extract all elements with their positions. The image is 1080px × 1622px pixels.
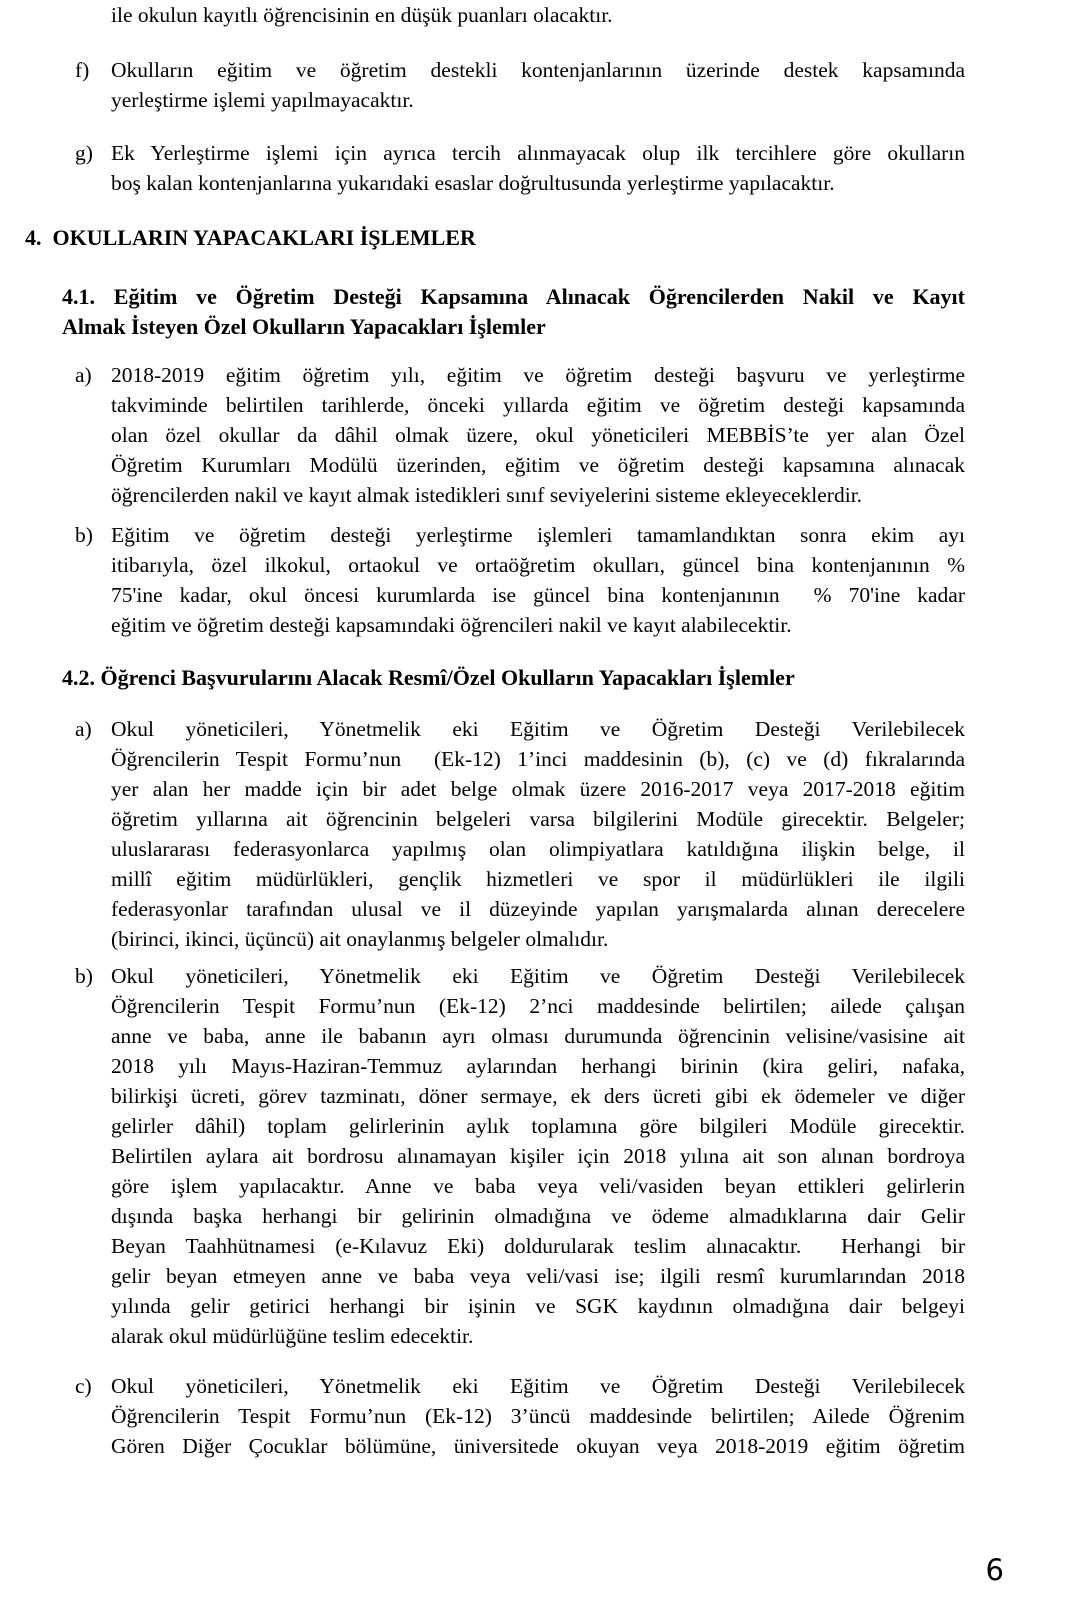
text-line: Öğrencilerin Tespit Formu’nun (Ek-12) 1’inci maddesinin (b), (c) ve (d) fıkralarında [111, 747, 965, 771]
list-marker: b) [75, 964, 93, 988]
subsection-title-line: Almak İsteyen Özel Okulların Yapacakları İşlemler [62, 314, 546, 339]
text-line: anne ve baba, anne ile babanın ayrı olması durumunda öğrencinin velisine/vasisine ait [111, 1024, 965, 1048]
text-line: federasyonlar tarafından ulusal ve il düzeyinde yapılan yarışmalarda alınan derecelere [111, 897, 965, 921]
text-line: Beyan Taahhütnamesi (e-Kılavuz Eki) doldurularak teslim alınacaktır. Herhangi bir [111, 1234, 965, 1258]
subsection-heading-4-2 [62, 663, 795, 693]
text-line: uluslararası federasyonlarca yapılmış olan olimpiyatlara katıldığına ilişkin belge, il [111, 837, 965, 861]
text-line: göre işlem yapılacaktır. Anne ve baba veya veli/vasiden beyan ettikleri gelirlerin [111, 1174, 965, 1198]
section-heading [25, 223, 476, 253]
text-line: Öğretim Kurumları Modülü üzerinden, eğitim ve öğretim desteği kapsamına alınacak [111, 453, 965, 477]
list-marker: g) [75, 141, 93, 165]
list-item-body [111, 961, 965, 1351]
text-line: Öğrencilerin Tespit Formu’nun (Ek-12) 2’nci maddesinde belirtilen; ailede çalışan [111, 994, 965, 1018]
text-line: Öğrencilerin Tespit Formu’nun (Ek-12) 3’üncü maddesinde belirtilen; Ailede Öğrenim [111, 1404, 965, 1428]
text-line: dışında başka herhangi bir gelirinin olmadığına ve ödeme almadıklarına dair Gelir [111, 1204, 965, 1228]
text-line: yerleştirme işlemi yapılmayacaktır. [111, 88, 414, 112]
list-item-body [111, 714, 965, 954]
subsection-title-line: 4.1. Eğitim ve Öğretim Desteği Kapsamına Alınacak Öğrencilerden Nakil ve Kayıt [62, 284, 965, 309]
list-marker: a) [75, 363, 92, 387]
text-line: öğretim yıllarına ait öğrencinin belgeleri varsa bilgilerini Modüle girecektir. Belgeler; [111, 807, 965, 831]
text-line: Okul yöneticileri, Yönetmelik eki Eğitim ve Öğretim Desteği Verilebilecek [111, 717, 965, 741]
text-line: takviminde belirtilen tarihlerde, önceki yıllarda eğitim ve öğretim desteği kapsamında [111, 393, 965, 417]
text-line: Gören Diğer Çocuklar bölümüne, üniversitede okuyan veya 2018-2019 eğitim öğretim [111, 1434, 965, 1458]
text-line: Okul yöneticileri, Yönetmelik eki Eğitim ve Öğretim Desteği Verilebilecek [111, 964, 965, 988]
text-line: Ek Yerleştirme işlemi için ayrıca tercih alınmayacak olup ilk tercihlere göre okulların [111, 141, 965, 165]
list-item-body [111, 1371, 965, 1461]
section-title: 4. OKULLARIN YAPACAKLARI İŞLEMLER [25, 225, 476, 250]
text-line: bilirkişi ücreti, görev tazminatı, döner sermaye, ek ders ücreti gibi ek ödemeler ve diğer [111, 1084, 965, 1108]
list-marker: c) [75, 1374, 92, 1398]
text-line: eğitim ve öğretim desteği kapsamındaki öğrencileri nakil ve kayıt alabilecektir. [111, 613, 792, 637]
subsection-title: 4.2. Öğrenci Başvurularını Alacak Resmî/Özel Okulların Yapacakları İşlemler [62, 665, 795, 690]
list-item-body [111, 520, 965, 640]
page-number: 6 [985, 1553, 1004, 1587]
text-line: boş kalan kontenjanlarına yukarıdaki esaslar doğrultusunda yerleştirme yapılacaktır. [111, 171, 835, 195]
text-line: olan özel okullar da dâhil olmak üzere, okul yöneticileri MEBBİS’te yer alan Özel [111, 423, 965, 447]
list-marker: a) [75, 717, 92, 741]
text-line: millî eğitim müdürlükleri, gençlik hizmetleri ve spor il müdürlükleri ile ilgili [111, 867, 965, 891]
subsection-heading-4-1 [62, 282, 965, 342]
text-line: 75'ine kadar, okul öncesi kurumlarda ise güncel bina kontenjanının % 70'ine kadar [111, 583, 965, 607]
text-line: ile okulun kayıtlı öğrencisinin en düşük puanları olacaktır. [111, 3, 613, 27]
text-line: gelir beyan etmeyen anne ve baba veya veli/vasi ise; ilgili resmî kurumlarından 2018 [111, 1264, 965, 1288]
text-line: itibarıyla, özel ilkokul, ortaokul ve ortaöğretim okulları, güncel bina kontenjanının % [111, 553, 965, 577]
text-line: Okulların eğitim ve öğretim destekli kontenjanlarının üzerinde destek kapsamında [111, 58, 965, 82]
list-marker: f) [75, 58, 90, 82]
list-item-body [111, 138, 965, 198]
text-line: Okul yöneticileri, Yönetmelik eki Eğitim ve Öğretim Desteği Verilebilecek [111, 1374, 965, 1398]
text-line: yer alan her madde için bir adet belge olmak üzere 2016-2017 veya 2017-2018 eğitim [111, 777, 965, 801]
text-line: Eğitim ve öğretim desteği yerleştirme işlemleri tamamlandıktan sonra ekim ayı [111, 523, 965, 547]
list-item-body [111, 360, 965, 510]
text-line: 2018 yılı Mayıs-Haziran-Temmuz aylarından herhangi birinin (kira geliri, nafaka, [111, 1054, 965, 1078]
text-line: (birinci, ikinci, üçüncü) ait onaylanmış belgeler olmalıdır. [111, 927, 609, 951]
text-line: 2018-2019 eğitim öğretim yılı, eğitim ve öğretim desteği başvuru ve yerleştirme [111, 363, 965, 387]
text-line: Belirtilen aylara ait bordrosu alınamayan kişiler için 2018 yılına ait son alınan bordroya [111, 1144, 965, 1168]
text-line: öğrencilerden nakil ve kayıt almak istedikleri sınıf seviyelerini sisteme ekleyeceklerdir. [111, 483, 863, 507]
text-line: alarak okul müdürlüğüne teslim edecektir. [111, 1324, 474, 1348]
continuation-paragraph [111, 0, 965, 30]
list-marker: b) [75, 523, 93, 547]
text-line: gelirler dâhil) toplam gelirlerinin aylık toplamına göre bilgileri Modüle girecektir. [111, 1114, 965, 1138]
text-line: yılında gelir getirici herhangi bir işinin ve SGK kaydının olmadığına dair belgeyi [111, 1294, 965, 1318]
list-item-body [111, 55, 965, 115]
